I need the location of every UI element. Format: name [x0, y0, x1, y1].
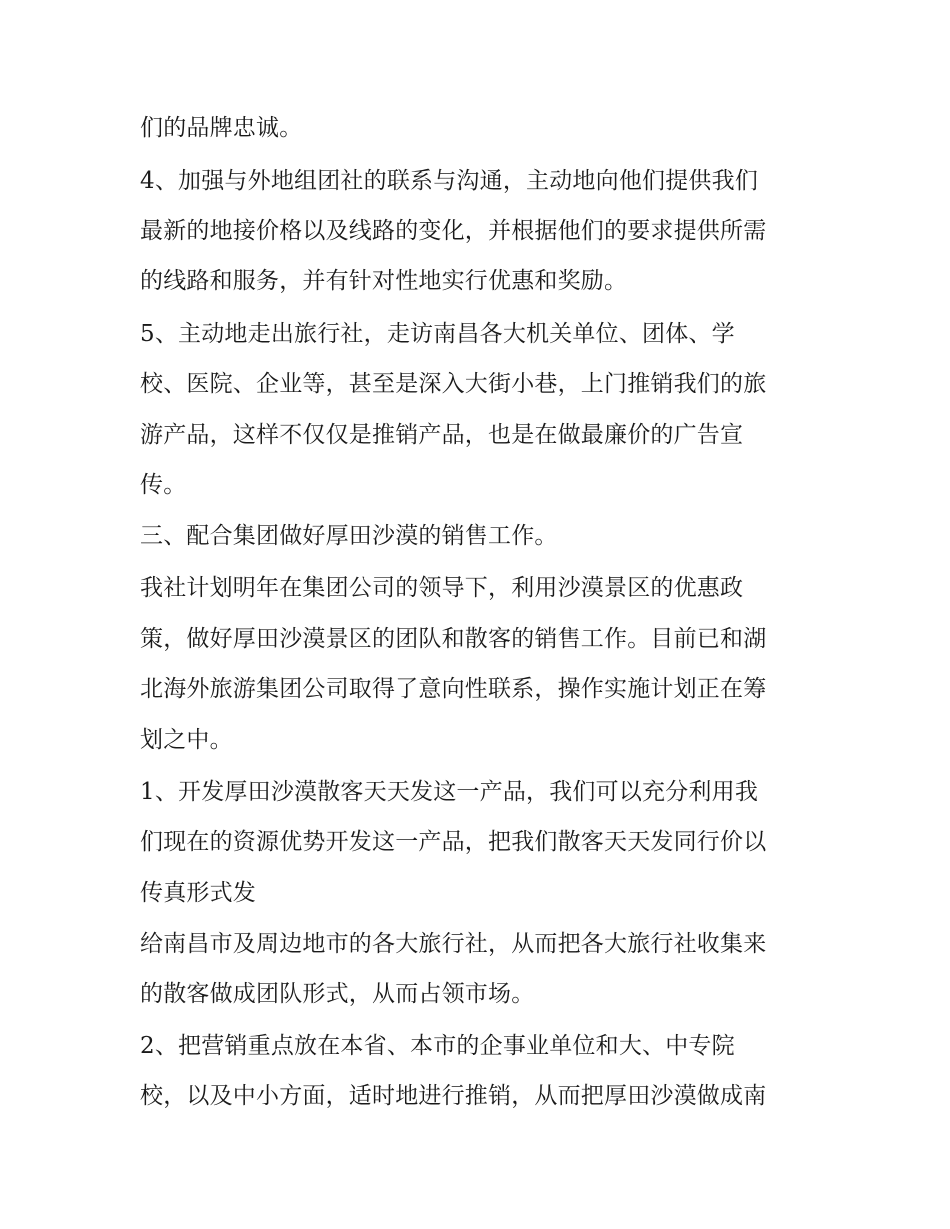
text-line: 的散客做成团队形式，从而占领市场。: [140, 981, 535, 1007]
text-line: 校，以及中小方面，适时地进行推销，从而把厚田沙漠做成南: [140, 1083, 767, 1109]
text-line: 策，做好厚田沙漠景区的团队和散客的销售工作。目前已和湖: [140, 626, 767, 652]
text-line: 北海外旅游集团公司取得了意向性联系，操作实施计划正在筹: [140, 676, 767, 702]
text-line: 最新的地接价格以及线路的变化，并根据他们的要求提供所需: [140, 218, 767, 244]
text-line: 传真形式发: [140, 880, 256, 906]
text-line: 们现在的资源优势开发这一产品，把我们散客天天发同行价以: [140, 829, 767, 855]
text-line: 4、加强与外地组团社的联系与沟通，主动地向他们提供我们: [140, 168, 759, 194]
text-line: 我社计划明年在集团公司的领导下，利用沙漠景区的优惠政: [140, 575, 744, 601]
text-line: 们的品牌忠诚。: [140, 115, 303, 141]
text-line: 传。: [140, 472, 187, 498]
text-line: 三、配合集团做好厚田沙漠的销售工作。: [140, 523, 558, 549]
text-line: 游产品，这样不仅仅是推销产品，也是在做最廉价的广告宣: [140, 422, 744, 448]
text-line: 的线路和服务，并有针对性地实行优惠和奖励。: [140, 268, 628, 294]
text-line: 2、把营销重点放在本省、本市的企事业单位和大、中专院: [140, 1033, 735, 1059]
text-line: 5、主动地走出旅行社，走访南昌各大机关单位、团体、学: [140, 321, 735, 347]
text-line: 1、开发厚田沙漠散客天天发这一产品，我们可以充分利用我: [140, 779, 759, 805]
text-line: 给南昌市及周边地市的各大旅行社，从而把各大旅行社收集来: [140, 931, 767, 957]
text-line: 划之中。: [140, 727, 233, 753]
text-line: 校、医院、企业等，甚至是深入大街小巷，上门推销我们的旅: [140, 371, 767, 397]
